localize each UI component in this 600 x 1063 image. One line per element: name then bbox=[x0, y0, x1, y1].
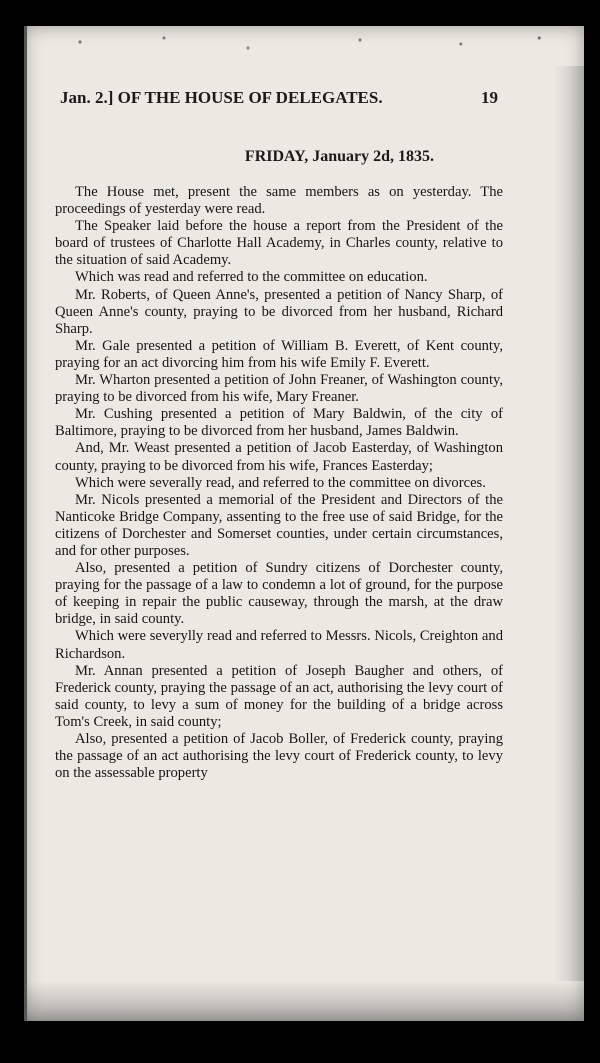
dateline: FRIDAY, January 2d, 1835. bbox=[244, 148, 434, 165]
paragraph-cushing-petition: Mr. Cushing presented a petition of Mary Baldwin, of the city of Baltimore, praying to be divorced from her husband, James Baldwin. bbox=[55, 406, 503, 440]
paragraph-wharton-petition: Mr. Wharton presented a petition of John Freaner, of Washington county, praying to be divorced from his wife, Mary Freaner. bbox=[55, 372, 503, 406]
page-wear-right bbox=[554, 66, 584, 981]
running-header-title: Jan. 2.] OF THE HOUSE OF DELEGATES. bbox=[60, 88, 383, 107]
body-text bbox=[55, 184, 503, 782]
paragraph-referred-divorces: Which were severally read, and referred to the committee on divorces. bbox=[75, 474, 486, 491]
page-wear-bottom bbox=[24, 981, 584, 1021]
paragraph-referred-nicols: Which were severylly read and referred to Messrs. Nicols, Creighton and Richardson. bbox=[55, 628, 503, 662]
paragraph-roberts-petition: Mr. Roberts, of Queen Anne's, presented a petition of Nancy Sharp, of Queen Anne's county, praying to be divorced from her husband, Richard Sharp. bbox=[55, 286, 503, 337]
page-number: 19 bbox=[481, 88, 498, 107]
paragraph-dorchester-petition: Also, presented a petition of Sundry citizens of Dorchester county, praying for the passage of a law to condemn a lot of ground, for the purpose of keeping in repair the public causeway, through the marsh, at the draw bridge, in said county. bbox=[55, 560, 503, 628]
paragraph-gale-petition: Mr. Gale presented a petition of William B. Everett, of Kent county, praying for an act divorcing him from his wife Emily F. Everett. bbox=[55, 337, 503, 371]
paragraph-speaker-report: The Speaker laid before the house a report from the President of the board of trustees of Charlotte Hall Academy, in Charles county, relative to the situation of said Academy. bbox=[55, 218, 503, 269]
paragraph-boller-petition: Also, presented a petition of Jacob Boller, of Frederick county, praying the passage of an act authorising the levy court of Frederick county, to levy on the assessable property bbox=[55, 731, 503, 782]
paragraph-house-met: The House met, present the same members as on yesterday. The proceedings of yesterday were read. bbox=[55, 184, 503, 218]
paragraph-referred-education: Which was read and referred to the committee on education. bbox=[75, 269, 428, 286]
paragraph-annan-petition: Mr. Annan presented a petition of Joseph Baugher and others, of Frederick county, praying the passage of an act, authorising the levy court of said county, to levy a sum of money for the building of a bridge across Tom's Creek, in said county; bbox=[55, 662, 503, 730]
page-wear-top bbox=[24, 26, 584, 66]
page-edge-shadow bbox=[24, 26, 27, 1021]
document-page bbox=[24, 26, 584, 1021]
paragraph-weast-petition: And, Mr. Weast presented a petition of Jacob Easterday, of Washington county, praying to be divorced from his wife, Frances Easterday; bbox=[55, 440, 503, 474]
paragraph-nicols-memorial: Mr. Nicols presented a memorial of the President and Directors of the Nanticoke Bridge Company, assenting to the free use of said Bridge, for the citizens of Dorchester and Somerset counties, under certain circumstances, and for other purposes. bbox=[55, 491, 503, 559]
